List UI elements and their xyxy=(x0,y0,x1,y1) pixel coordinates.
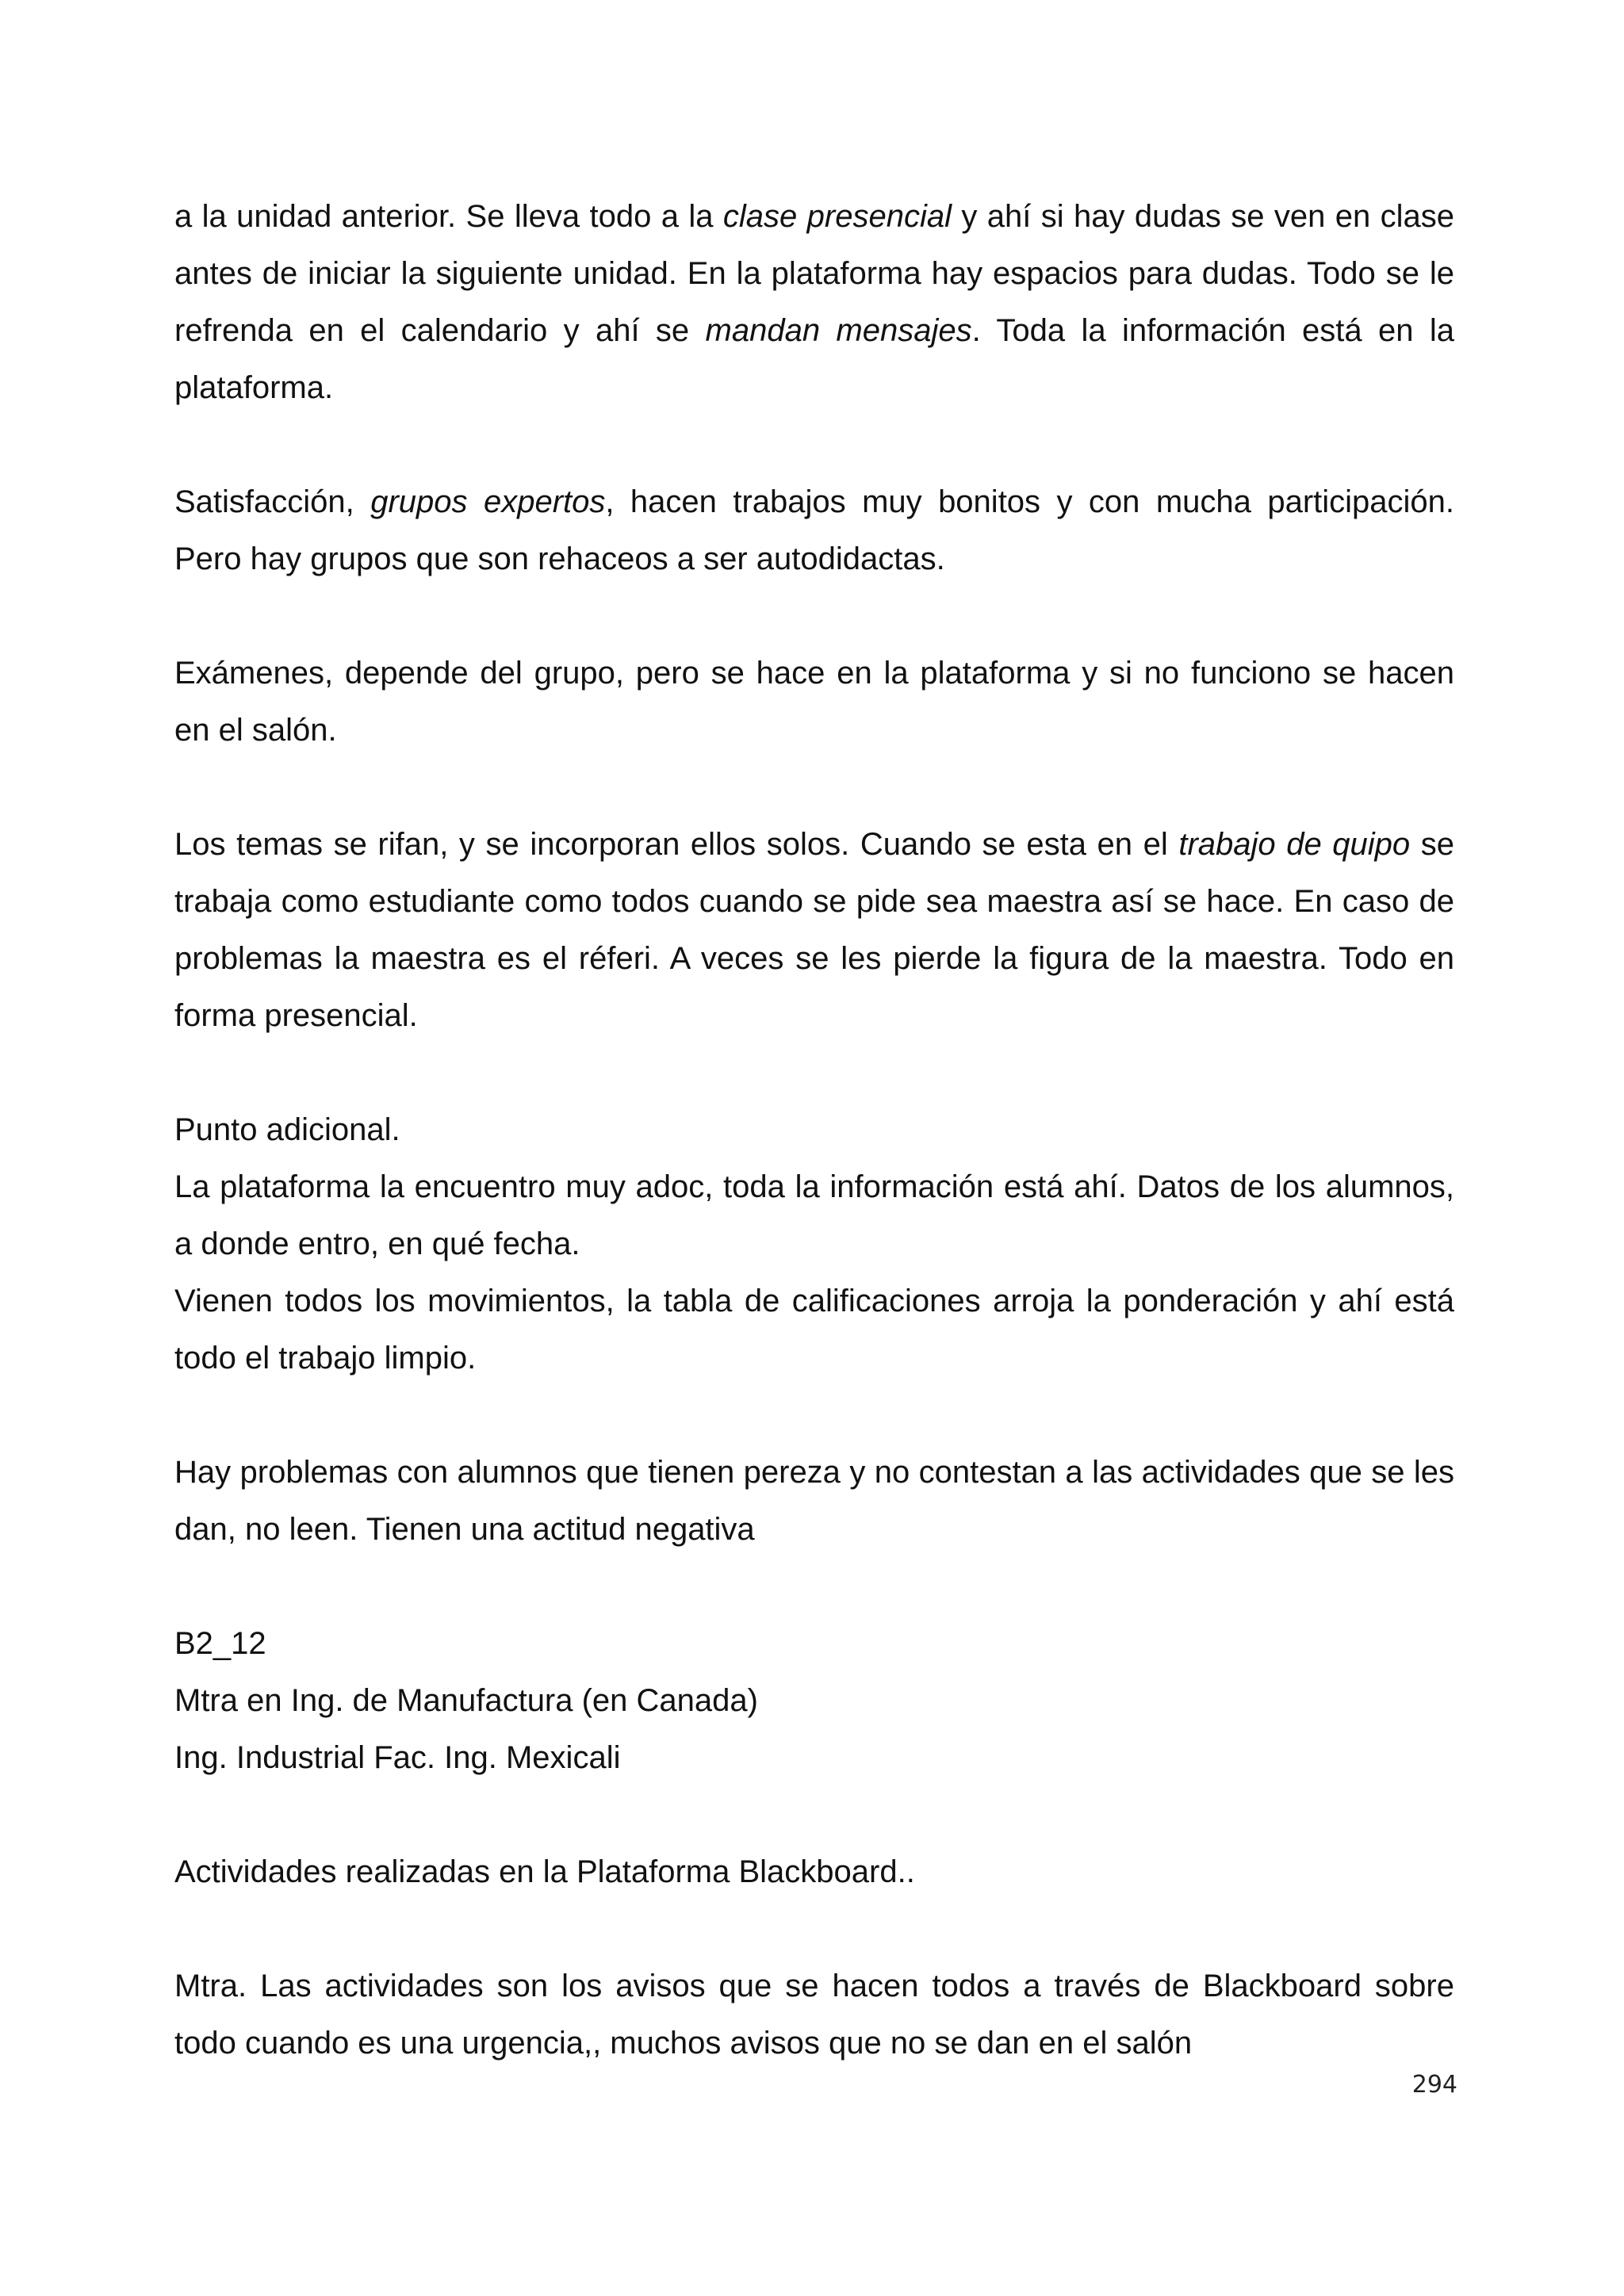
interviewee-degree: Mtra en Ing. de Manufactura (en Canada) xyxy=(174,1683,758,1718)
paragraph-activities-heading: Actividades realizadas en la Plataforma Blackboard.. xyxy=(174,1854,915,1889)
text-run: , hacen trabajos muy bonitos y con mucha participación. Pero hay grupos que son rehaceos a ser autodidactas. xyxy=(174,484,1455,576)
paragraph-satisfaction xyxy=(174,473,1454,587)
text-run: Satisfacción, xyxy=(174,484,371,519)
interviewee-code: B2_12 xyxy=(174,1626,266,1661)
italic-phrase: grupos expertos xyxy=(370,484,606,519)
text-run: Los temas se rifan, y se incorporan ellos solos. Cuando se esta en el xyxy=(174,827,1179,862)
text-run: y ahí si hay dudas se ven en clase antes de iniciar la siguiente unidad. En la plataforma hay espacios para dudas. Todo se le refrenda en el calendario y ahí se xyxy=(174,199,1454,348)
paragraph-class-structure xyxy=(174,188,1454,416)
paragraph-announcements: Mtra. Las actividades son los avisos que se hacen todos a través de Blackboard sobre todo cuando es una urgencia,, muchos avisos que no se dan en el salón xyxy=(174,1969,1454,2061)
paragraph-platform: La plataforma la encuentro muy adoc, toda la información está ahí. Datos de los alumnos, a donde entro, en qué fecha. xyxy=(174,1169,1454,1261)
body-text xyxy=(174,188,1454,2129)
paragraph-movements: Vienen todos los movimientos, la tabla de calificaciones arroja la ponderación y ahí está todo el trabajo limpio. xyxy=(174,1284,1454,1376)
italic-phrase: clase presencial xyxy=(722,199,952,234)
text-run: se trabaja como estudiante como todos cuando se pide sea maestra así se hace. En caso de problemas la maestra es el réferi. A veces se les pierde la figura de la maestra. Todo en forma presencial. xyxy=(174,827,1454,1033)
text-run: a la unidad anterior. Se lleva todo a la xyxy=(174,199,723,234)
paragraph-problems: Hay problemas con alumnos que tienen pereza y no contestan a las actividades que se les dan, no leen. Tienen una actitud negativa xyxy=(174,1455,1454,1547)
interviewee-block xyxy=(174,1615,1454,1786)
italic-phrase: trabajo de quipo xyxy=(1178,827,1411,862)
interviewee-bachelor: Ing. Industrial Fac. Ing. Mexicali xyxy=(174,1740,621,1775)
text-run: . Toda la información está en la plataforma. xyxy=(174,313,1455,405)
paragraph-exams: Exámenes, depende del grupo, pero se hace en la plataforma y si no funciono se hacen en el salón. xyxy=(174,656,1454,748)
italic-phrase: mandan mensajes xyxy=(705,313,972,348)
paragraph-topics xyxy=(174,816,1454,1044)
page-number: 294 xyxy=(1411,2071,1457,2099)
heading-additional-point: Punto adicional. xyxy=(174,1112,400,1147)
